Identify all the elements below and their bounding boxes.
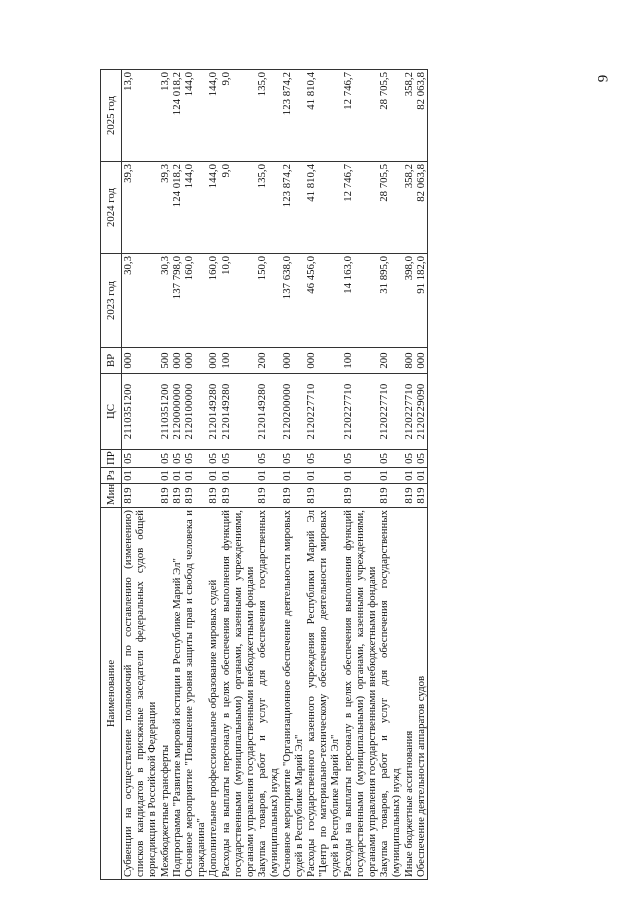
table-row	[415, 70, 428, 880]
cell-y2024: 12 746,7	[342, 162, 379, 254]
cell-y2023: 91 182,0	[415, 254, 428, 348]
cell-rz: 01	[256, 468, 280, 484]
cell-vr: 000	[281, 348, 305, 374]
header-2025: 2025 год	[101, 70, 122, 162]
cell-min: 819	[220, 484, 257, 508]
header-rz: Рз	[101, 468, 122, 484]
header-vr: ВР	[101, 348, 122, 374]
cell-y2024: 123 874,2	[281, 162, 305, 254]
cell-min: 819	[183, 484, 207, 508]
cell-cs: 2120227710	[305, 374, 342, 450]
cell-pr: 05	[171, 450, 183, 468]
cell-y2025: 9,0	[220, 70, 257, 162]
cell-rz: 01	[403, 468, 415, 484]
cell-cs: 2120227710	[342, 374, 379, 450]
cell-pr: 05	[305, 450, 342, 468]
cell-name: Обеспечение деятельности аппаратов судов	[415, 508, 428, 880]
cell-min: 819	[207, 484, 219, 508]
cell-cs: 2110351200	[122, 374, 159, 450]
cell-y2024: 9,0	[220, 162, 257, 254]
header-cs: ЦС	[101, 374, 122, 450]
budget-table	[100, 69, 428, 880]
cell-y2024: 144,0	[183, 162, 207, 254]
cell-rz: 01	[305, 468, 342, 484]
cell-vr: 800	[403, 348, 415, 374]
table-row	[220, 70, 257, 880]
cell-cs: 2120229090	[415, 374, 428, 450]
cell-cs: 2120227710	[378, 374, 402, 450]
cell-name: Расходы на выплаты персоналу в целях обеспечения выполнения функций государственными (муниципальными) органами, казенными учреждениями, органами управления государственными внебюджетными фондами	[220, 508, 257, 880]
cell-rz: 01	[122, 468, 159, 484]
cell-vr: 200	[378, 348, 402, 374]
table-row	[183, 70, 207, 880]
cell-y2024: 39,3	[122, 162, 159, 254]
cell-vr: 500	[159, 348, 171, 374]
cell-pr: 05	[378, 450, 402, 468]
table-row	[159, 70, 171, 880]
header-min: Мин	[101, 484, 122, 508]
cell-cs: 2110351200	[159, 374, 171, 450]
cell-rz: 01	[207, 468, 219, 484]
cell-cs: 2120227710	[403, 374, 415, 450]
cell-y2025: 123 874,2	[281, 70, 305, 162]
cell-y2025: 144,0	[183, 70, 207, 162]
table-row	[305, 70, 342, 880]
cell-rz: 01	[159, 468, 171, 484]
cell-min: 819	[281, 484, 305, 508]
cell-y2024: 135,0	[256, 162, 280, 254]
cell-y2025: 13,0	[122, 70, 159, 162]
cell-pr: 05	[220, 450, 257, 468]
cell-rz: 01	[342, 468, 379, 484]
cell-vr: 000	[207, 348, 219, 374]
cell-y2025: 12 746,7	[342, 70, 379, 162]
cell-y2023: 160,0	[207, 254, 219, 348]
cell-rz: 01	[281, 468, 305, 484]
table-row	[256, 70, 280, 880]
cell-name: Закупка товаров, работ и услуг для обеспечения государственных (муниципальных) нужд	[256, 508, 280, 880]
cell-y2023: 31 895,0	[378, 254, 402, 348]
cell-vr: 100	[342, 348, 379, 374]
cell-rz: 01	[220, 468, 257, 484]
header-name: Наименование	[101, 508, 122, 880]
cell-pr: 05	[159, 450, 171, 468]
cell-min: 819	[342, 484, 379, 508]
cell-name: Расходы на выплаты персоналу в целях обеспечения выполнения функций государственными (муниципальными) органами, казенными учреждениями, органами управления государственными внебюджетными фондами	[342, 508, 379, 880]
cell-cs: 2120149280	[256, 374, 280, 450]
cell-vr: 000	[183, 348, 207, 374]
cell-y2025: 13,0	[159, 70, 171, 162]
header-pr: ПР	[101, 450, 122, 468]
table-row	[342, 70, 379, 880]
cell-y2023: 160,0	[183, 254, 207, 348]
cell-name: Межбюджетные трансферты	[159, 508, 171, 880]
cell-vr: 200	[256, 348, 280, 374]
cell-pr: 05	[415, 450, 428, 468]
cell-name: Иные бюджетные ассигнования	[403, 508, 415, 880]
cell-pr: 05	[122, 450, 159, 468]
cell-vr: 000	[171, 348, 183, 374]
cell-min: 819	[171, 484, 183, 508]
cell-y2024: 82 063,8	[415, 162, 428, 254]
cell-min: 819	[159, 484, 171, 508]
table-row	[171, 70, 183, 880]
cell-cs: 2120200000	[281, 374, 305, 450]
cell-pr: 05	[207, 450, 219, 468]
cell-vr: 000	[415, 348, 428, 374]
cell-rz: 01	[183, 468, 207, 484]
header-2023: 2023 год	[101, 254, 122, 348]
cell-y2023: 137 798,0	[171, 254, 183, 348]
cell-min: 819	[122, 484, 159, 508]
cell-rz: 01	[171, 468, 183, 484]
cell-y2025: 124 018,2	[171, 70, 183, 162]
cell-vr: 000	[305, 348, 342, 374]
table-row	[281, 70, 305, 880]
cell-y2024: 28 705,5	[378, 162, 402, 254]
cell-min: 819	[305, 484, 342, 508]
table-row	[403, 70, 415, 880]
cell-rz: 01	[378, 468, 402, 484]
cell-y2025: 135,0	[256, 70, 280, 162]
cell-rz: 01	[415, 468, 428, 484]
cell-min: 819	[378, 484, 402, 508]
page-number: 9	[595, 74, 612, 83]
cell-y2024: 144,0	[207, 162, 219, 254]
cell-y2025: 358,2	[403, 70, 415, 162]
table-row	[378, 70, 402, 880]
cell-y2023: 30,3	[122, 254, 159, 348]
cell-y2025: 82 063,8	[415, 70, 428, 162]
cell-y2023: 137 638,0	[281, 254, 305, 348]
cell-pr: 05	[281, 450, 305, 468]
table-row	[207, 70, 219, 880]
cell-y2023: 14 163,0	[342, 254, 379, 348]
cell-vr: 000	[122, 348, 159, 374]
cell-y2024: 41 810,4	[305, 162, 342, 254]
cell-min: 819	[256, 484, 280, 508]
cell-y2024: 358,2	[403, 162, 415, 254]
cell-vr: 100	[220, 348, 257, 374]
cell-y2023: 398,0	[403, 254, 415, 348]
header-2024: 2024 год	[101, 162, 122, 254]
cell-pr: 05	[256, 450, 280, 468]
cell-name: Расходы государственного казенного учреждения Республики Марий Эл "Центр по материально-техническому обеспечению деятельности мировых судей в Республике Марий Эл"	[305, 508, 342, 880]
cell-min: 819	[415, 484, 428, 508]
cell-y2025: 41 810,4	[305, 70, 342, 162]
cell-name: Субвенции на осуществление полномочий по составлению (изменению) списков кандидатов в присяжные заседатели федеральных судов общей юрисдикции в Российской Федерации	[122, 508, 159, 880]
table-header-row	[101, 70, 122, 880]
cell-y2025: 144,0	[207, 70, 219, 162]
cell-name: Дополнительное профессиональное образование мировых судей	[207, 508, 219, 880]
table-row	[122, 70, 159, 880]
cell-name: Закупка товаров, работ и услуг для обеспечения государственных (муниципальных) нужд	[378, 508, 402, 880]
cell-cs: 2120149280	[220, 374, 257, 450]
cell-cs: 2120100000	[183, 374, 207, 450]
table-body	[122, 70, 428, 880]
cell-pr: 05	[183, 450, 207, 468]
cell-pr: 05	[342, 450, 379, 468]
cell-name: Подпрограмма "Развитие мировой юстиции в Республике Марий Эл"	[171, 508, 183, 880]
cell-cs: 2120000000	[171, 374, 183, 450]
cell-cs: 2120149280	[207, 374, 219, 450]
cell-y2023: 30,3	[159, 254, 171, 348]
cell-name: Основное мероприятие "Организационное обеспечение деятельности мировых судей в Республике Марий Эл"	[281, 508, 305, 880]
cell-name: Основное мероприятие "Повышение уровня защиты прав и свобод человека и гражданина"	[183, 508, 207, 880]
cell-y2024: 39,3	[159, 162, 171, 254]
cell-y2023: 46 456,0	[305, 254, 342, 348]
cell-min: 819	[403, 484, 415, 508]
budget-table-container	[100, 70, 428, 880]
cell-y2023: 150,0	[256, 254, 280, 348]
cell-y2023: 10,0	[220, 254, 257, 348]
cell-y2024: 124 018,2	[171, 162, 183, 254]
cell-pr: 05	[403, 450, 415, 468]
cell-y2025: 28 705,5	[378, 70, 402, 162]
